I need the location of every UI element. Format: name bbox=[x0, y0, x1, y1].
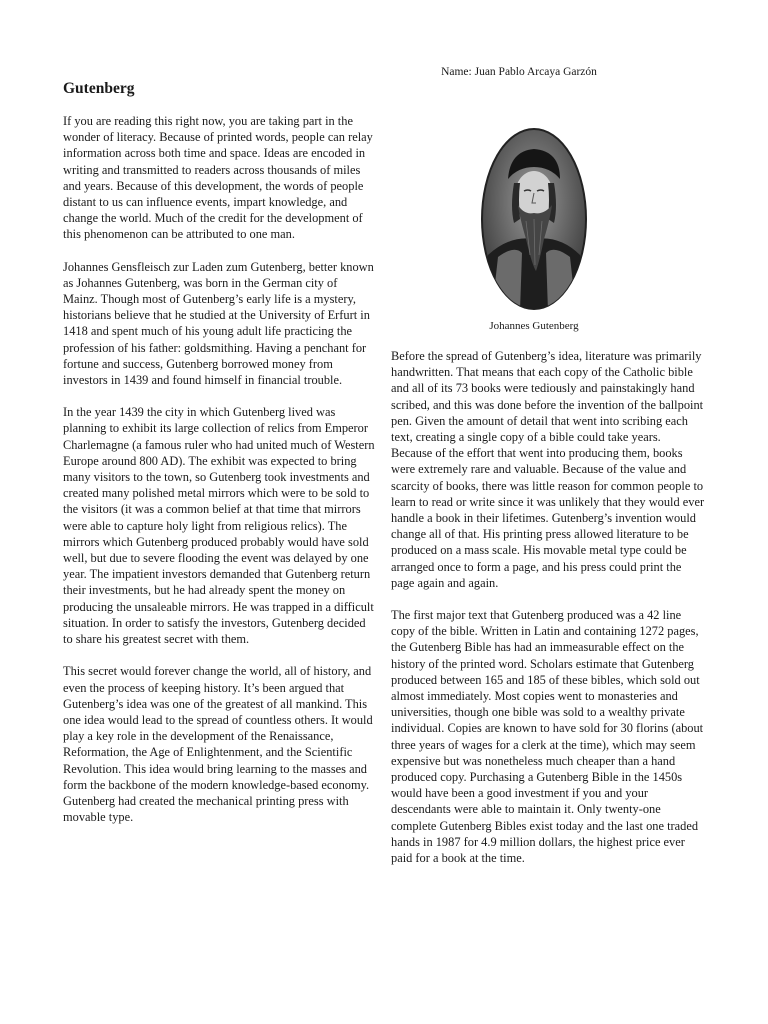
gutenberg-portrait bbox=[480, 127, 588, 311]
left-column bbox=[63, 113, 375, 841]
paragraph-mirrors: In the year 1439 the city in which Gutenberg lived was planning to exhibit its large collection of relics from Emperor Charlemagne (a famous ruler who had united much of Western Europe around 800 AD). The exhibit was expected to bring many visitors to the town, so Gutenberg took investments and created many polished metal mirrors which were to be sold to the visitors (it was a common belief at that time that mirrors were able to capture holy light from religious relics). The mirrors which Gutenberg produced probably would have sold well, but due to severe flooding the event was delayed by one year. The impatient investors demanded that Gutenberg return their investments, but he had already spent the money on producing the unsaleable mirrors. He was trapped in a difficult situation. In order to satisfy the investors, Gutenberg decided to share his greatest secret with them. bbox=[63, 405, 375, 647]
paragraph-handwritten: Before the spread of Gutenberg’s idea, literature was primarily handwritten. That means that each copy of the Catholic bible and all of its 73 books were tediously and painstakingly hand scribed, and this was done before the invention of the ballpoint pen. Given the amount of detail that went into scribing each text, creating a single copy of a bible could take years. Because of the effort that went into producing them, books were extremely rare and valuable. Because of the value and scarcity of books, there was little reason for common people to learn to read or write since it was unlikely that they would ever handle a book in their lifetimes. Gutenberg’s invention would change all of that. His printing press allowed literature to be produced on a mass scale. His movable metal type could be arranged once to form a page, and his press could print the page again and again. bbox=[391, 349, 705, 590]
right-column bbox=[391, 348, 705, 882]
paragraph-literacy: If you are reading this right now, you are taking part in the wonder of literacy. Because of printed words, people can relay information across both time and space. Ideas are encoded in writing and transmitted to readers across thousands of miles and years. Because of this development, the words of people distant to us can influence events, impart knowledge, and change the world. Much of the credit for the development of this phenomenon can be attributed to one man. bbox=[63, 114, 373, 242]
paragraph-gutenberg-bible: The first major text that Gutenberg produced was a 42 line copy of the bible. Written in Latin and containing 1272 pages, the Gutenberg Bible has had an immeasurable effect on the history of the printed word. Scholars estimate that Gutenberg produced between 165 and 185 of these bibles, which sold out almost immediately. Most copies went to monasteries and universities, though one bible was sold to a wealthy private individual. Copies are known to have sold for 30 florins (about three years of wages for a clerk at the time), which may seem expensive but was nonetheless much cheaper than a hand produced copy. Purchasing a Gutenberg Bible in the 1450s would have been a good investment if you and your descendants were able to maintain it. Only twenty-one complete Gutenberg Bibles exist today and the last one traded hands in 1987 for 4.9 million dollars, the highest price ever paid for a book at the time. bbox=[391, 608, 704, 866]
page-title: Gutenberg bbox=[63, 80, 135, 97]
paragraph-early-life: Johannes Gensfleisch zur Laden zum Gutenberg, better known as Johannes Gutenberg, was born in the German city of Mainz. Though most of Gutenberg’s early life is a mystery, historians believe that he studied at the University of Erfurt in 1418 and spent much of his young adult life practicing the profession of his father: goldsmithing. Having a penchant for fortune and success, Gutenberg borrowed money from investors in 1439 and found himself in financial trouble. bbox=[63, 259, 374, 388]
author-name: Name: Juan Pablo Arcaya Garzón bbox=[441, 66, 597, 78]
paragraph-secret: This secret would forever change the world, all of history, and even the process of keeping history. It’s been argued that Gutenberg’s idea was one of the greatest of all mankind. This one idea would lead to the spread of countless others. It would play a key role in the development of the Renaissance, Reformation, the Age of Enlightenment, and the Scientific Revolution. This idea would bring learning to the masses and form the backbone of the modern knowledge-based economy. Gutenberg had created the mechanical printing press with movable type. bbox=[63, 664, 373, 825]
portrait-caption: Johannes Gutenberg bbox=[489, 320, 579, 332]
